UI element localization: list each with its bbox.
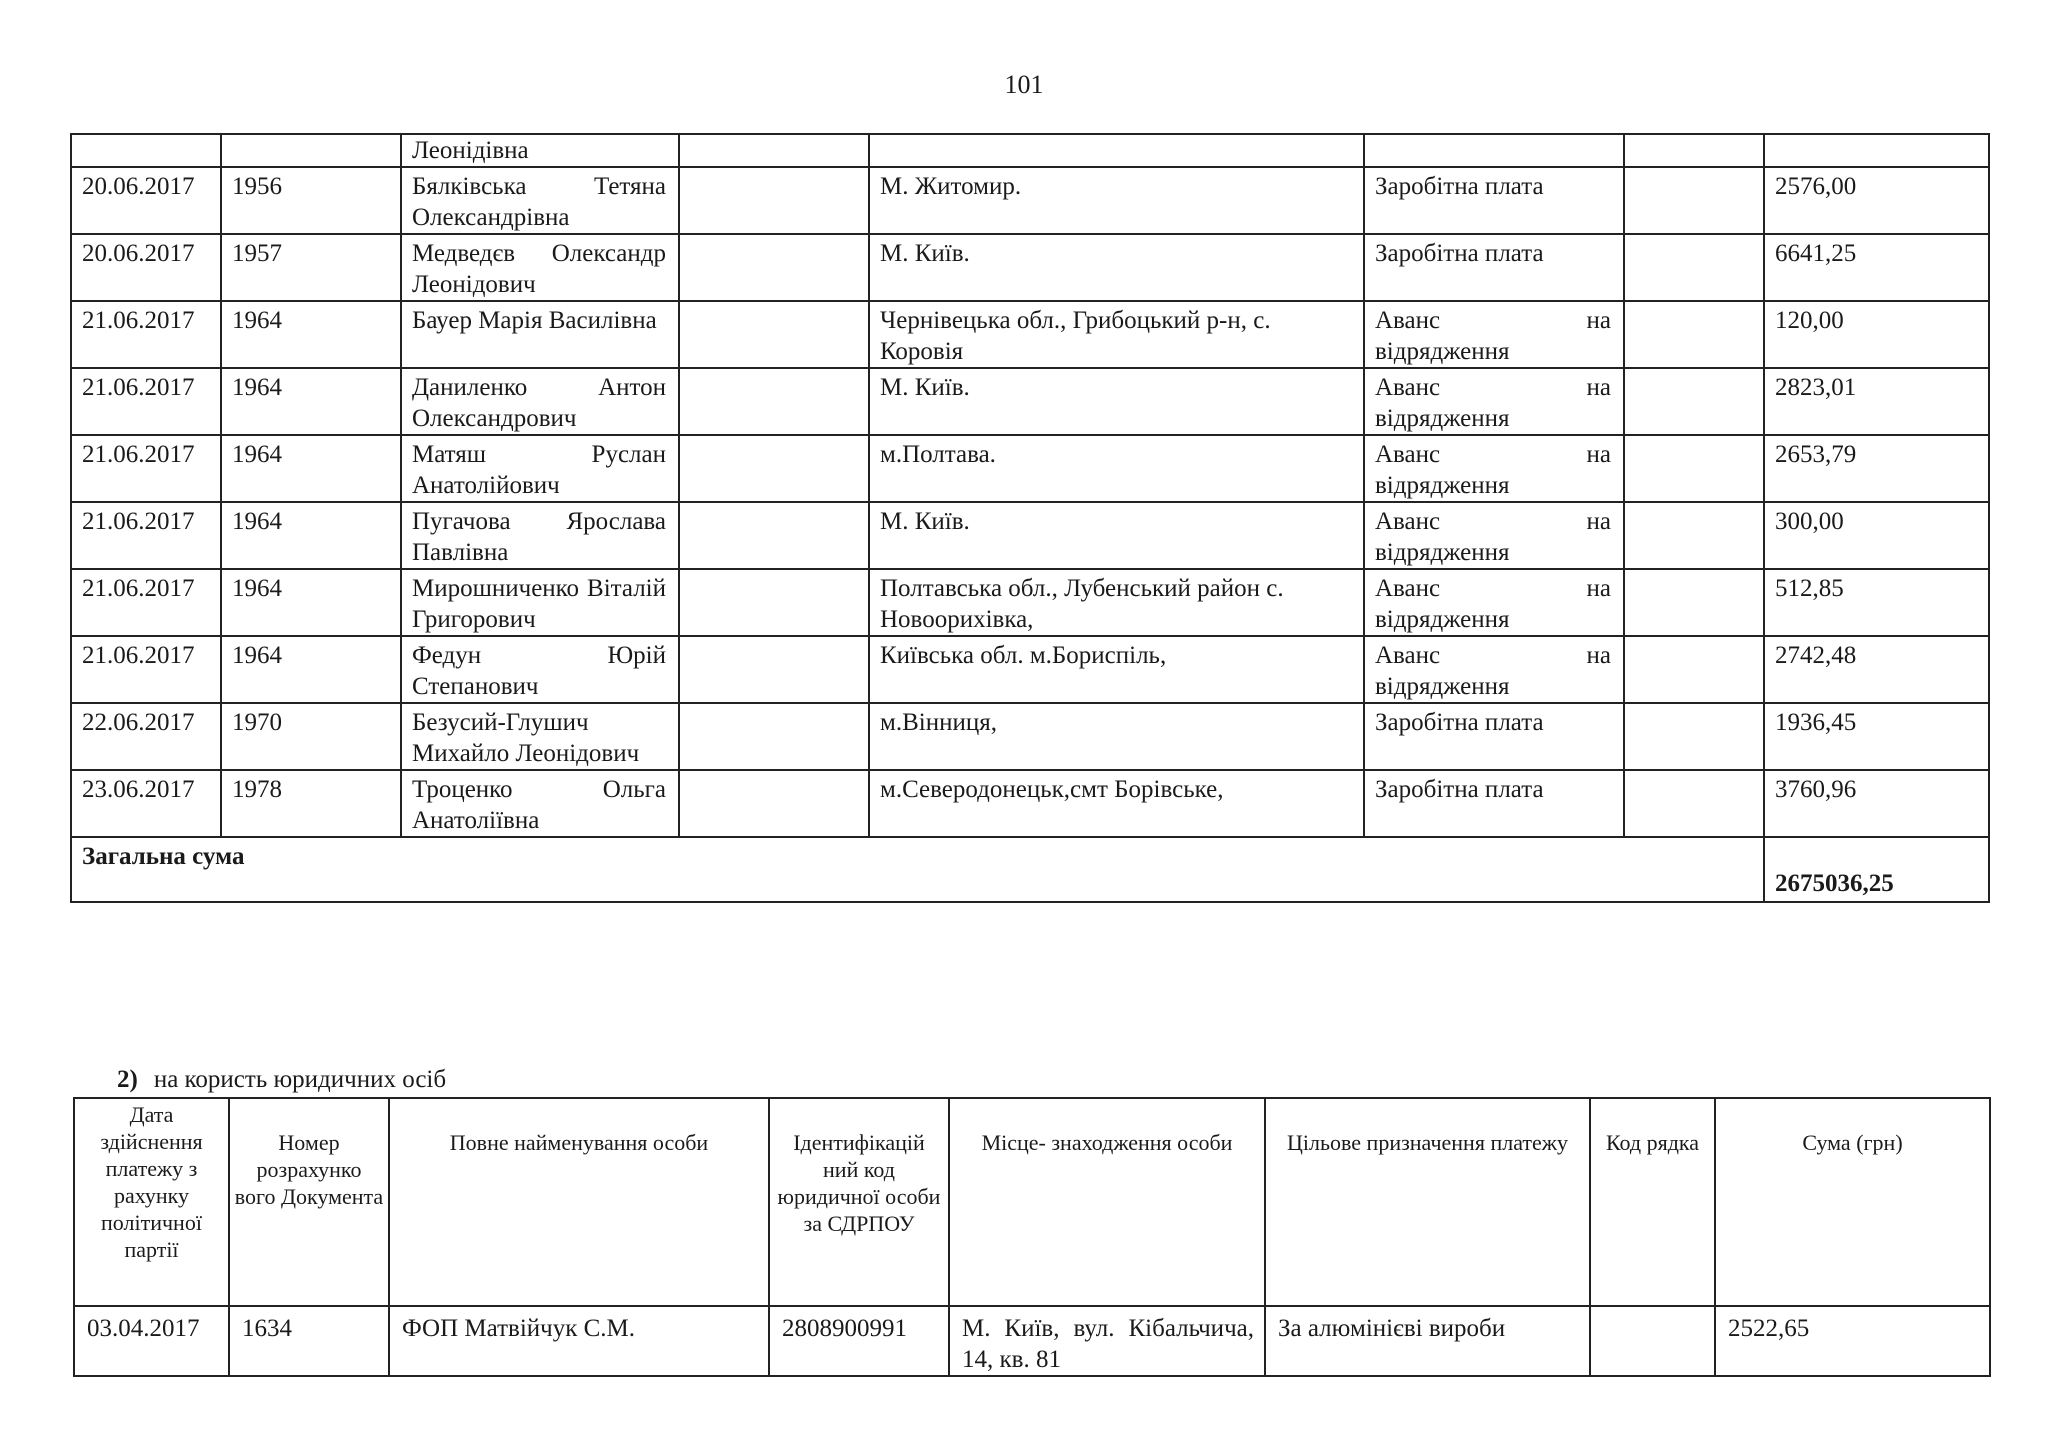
purpose-word: відрядження: [1375, 338, 1510, 365]
header-purpose: Цільове призначення платежу: [1265, 1098, 1590, 1306]
cell-date: 21.06.2017: [71, 569, 221, 636]
cell-id-code: [679, 234, 869, 301]
cell-code: [1624, 435, 1764, 502]
cell-date: 03.04.2017: [74, 1306, 229, 1376]
cell-id-code: [679, 770, 869, 837]
cell-name: Троценко Ольга Анатоліївна: [401, 770, 679, 837]
header-amount: Сума (грн): [1715, 1098, 1990, 1306]
header-id-code: Ідентифікацій ний код юридичної особи за СДРПОУ: [769, 1098, 949, 1306]
header-name: Повне найменування особи: [389, 1098, 769, 1306]
cell-code: [1624, 167, 1764, 234]
cell-location: М. Київ.: [869, 234, 1364, 301]
purpose-word: на: [1586, 374, 1611, 401]
cell-amount: 2742,48: [1764, 636, 1989, 703]
cell-purpose: [1364, 636, 1624, 703]
cell-purpose: Заробітна плата: [1364, 770, 1624, 837]
cell-name: Бауер Марія Василівна: [401, 301, 679, 368]
cell-location: м.Полтава.: [869, 435, 1364, 502]
cell-doc-number: 1964: [221, 368, 401, 435]
cell-doc-number: 1964: [221, 569, 401, 636]
cell-name: ФОП Матвійчук С.М.: [389, 1306, 769, 1376]
cell-doc-number: 1978: [221, 770, 401, 837]
header-doc-number: Номер розрахунко вого Документа: [229, 1098, 389, 1306]
cell-code: [1624, 502, 1764, 569]
cell-doc-number: 1634: [229, 1306, 389, 1376]
table-row: [71, 435, 1989, 502]
cell-purpose: Заробітна плата: [1364, 167, 1624, 234]
cell-purpose: [1364, 435, 1624, 502]
purpose-word: на: [1586, 441, 1611, 468]
table-row: [74, 1306, 1990, 1376]
purpose-word: Аванс: [1375, 374, 1441, 401]
table-row: [71, 502, 1989, 569]
cell-id-code: [679, 502, 869, 569]
cell-doc-number: 1956: [221, 167, 401, 234]
cell-name: Медведєв Олександр Леонідович: [401, 234, 679, 301]
section-title: на користь юридичних осіб: [153, 1066, 447, 1093]
cell-id-code: [679, 435, 869, 502]
total-label: Загальна сума: [71, 837, 1764, 902]
cell-location: Київська обл. м.Бориспіль,: [869, 636, 1364, 703]
cell-location: М. Київ, вул. Кібальчича, 14, кв. 81: [949, 1306, 1265, 1376]
cell-code: [1590, 1306, 1715, 1376]
cell-name: Федун Юрій Степанович: [401, 636, 679, 703]
table-row: [71, 368, 1989, 435]
purpose-word: Аванс: [1375, 508, 1441, 535]
purpose-word: відрядження: [1375, 405, 1510, 432]
purpose-word: Аванс: [1375, 307, 1441, 334]
purpose-word: на: [1586, 307, 1611, 334]
cell-purpose: [1364, 301, 1624, 368]
cell-doc-number: 1964: [221, 636, 401, 703]
cell-location: м.Вінниця,: [869, 703, 1364, 770]
header-location: Місце- знаходження особи: [949, 1098, 1265, 1306]
cell-location: м.Северодонецьк,смт Борівське,: [869, 770, 1364, 837]
cell-id-code: [679, 703, 869, 770]
purpose-word: відрядження: [1375, 673, 1510, 700]
cell-purpose: [1364, 368, 1624, 435]
cell-doc-number: 1964: [221, 435, 401, 502]
cell-name: Безусий-Глушич Михайло Леонідович: [401, 703, 679, 770]
cell-location: М. Київ.: [869, 502, 1364, 569]
cell-location: Полтавська обл., Лубенський район с. Новоорихівка,: [869, 569, 1364, 636]
cell-date: 21.06.2017: [71, 435, 221, 502]
cell-amount: 2576,00: [1764, 167, 1989, 234]
cell-code: [1624, 703, 1764, 770]
cell-name: Пугачова Ярослава Павлівна: [401, 502, 679, 569]
table-row: [71, 234, 1989, 301]
cell-amount: 120,00: [1764, 301, 1989, 368]
cell-location: М. Житомир.: [869, 167, 1364, 234]
table-row: [71, 167, 1989, 234]
cell-code: [1624, 234, 1764, 301]
purpose-word: Аванс: [1375, 575, 1441, 602]
cell-doc-number: 1964: [221, 301, 401, 368]
cell-name: Мирошниченко Віталій Григорович: [401, 569, 679, 636]
section-heading: [117, 1066, 446, 1094]
cell-id-code: 2808900991: [769, 1306, 949, 1376]
cell-id-code: [679, 167, 869, 234]
cell-name: Матяш Руслан Анатолійович: [401, 435, 679, 502]
cell-code: [1624, 569, 1764, 636]
cell-date: 23.06.2017: [71, 770, 221, 837]
header-code: Код рядка: [1590, 1098, 1715, 1306]
cell-amount: 2522,65: [1715, 1306, 1990, 1376]
legal-entity-payments-table: [73, 1097, 1991, 1377]
cell-amount: 2653,79: [1764, 435, 1989, 502]
purpose-word: відрядження: [1375, 606, 1510, 633]
page-number: 101: [1004, 70, 1044, 99]
purpose-word: Аванс: [1375, 642, 1441, 669]
cell-id-code: [679, 636, 869, 703]
header-date: Дата здійснення платежу з рахунку політичної партії: [74, 1098, 229, 1306]
cell-purpose: За алюмінієві вироби: [1265, 1306, 1590, 1376]
cell-id-code: [679, 569, 869, 636]
purpose-word: відрядження: [1375, 472, 1510, 499]
purpose-word: на: [1586, 575, 1611, 602]
cell-name: Бялківська Тетяна Олександрівна: [401, 167, 679, 234]
cell-code: [1624, 368, 1764, 435]
cell-amount: 2823,01: [1764, 368, 1989, 435]
cell-amount: 1936,45: [1764, 703, 1989, 770]
table-row: [71, 569, 1989, 636]
cell-date: 21.06.2017: [71, 502, 221, 569]
cell-code: [1624, 636, 1764, 703]
purpose-word: відрядження: [1375, 539, 1510, 566]
cell-code: [1624, 301, 1764, 368]
purpose-word: на: [1586, 642, 1611, 669]
cell-purpose: Заробітна плата: [1364, 234, 1624, 301]
cell-location: Чернівецька обл., Грибоцький р-н, с. Коровія: [869, 301, 1364, 368]
individual-payments-table: [70, 133, 1990, 903]
cell-doc-number: 1970: [221, 703, 401, 770]
cell-date: 21.06.2017: [71, 368, 221, 435]
cell-amount: 6641,25: [1764, 234, 1989, 301]
cell-date: 22.06.2017: [71, 703, 221, 770]
cell-doc-number: 1957: [221, 234, 401, 301]
cell-date: 20.06.2017: [71, 234, 221, 301]
cell-purpose: [1364, 569, 1624, 636]
cell-amount: 3760,96: [1764, 770, 1989, 837]
cell-purpose: [1364, 502, 1624, 569]
cell-amount: 512,85: [1764, 569, 1989, 636]
table-row: [71, 301, 1989, 368]
total-value: 2675036,25: [1764, 837, 1989, 902]
purpose-word: на: [1586, 508, 1611, 535]
cell-purpose: Заробітна плата: [1364, 703, 1624, 770]
cell-date: 21.06.2017: [71, 301, 221, 368]
total-row: [71, 837, 1989, 902]
table-row: [71, 636, 1989, 703]
table-row: [71, 770, 1989, 837]
table-header-row: [74, 1098, 1990, 1306]
cell-id-code: [679, 301, 869, 368]
cell-date: 20.06.2017: [71, 167, 221, 234]
table-row: [71, 703, 1989, 770]
name-continuation: Леонідівна: [401, 134, 679, 167]
section-number: 2): [117, 1066, 138, 1093]
cell-doc-number: 1964: [221, 502, 401, 569]
cell-id-code: [679, 368, 869, 435]
cell-location: М. Київ.: [869, 368, 1364, 435]
purpose-word: Аванс: [1375, 441, 1441, 468]
cell-name: Даниленко Антон Олександрович: [401, 368, 679, 435]
cell-code: [1624, 770, 1764, 837]
table-row: [71, 134, 1989, 167]
cell-amount: 300,00: [1764, 502, 1989, 569]
cell-date: 21.06.2017: [71, 636, 221, 703]
